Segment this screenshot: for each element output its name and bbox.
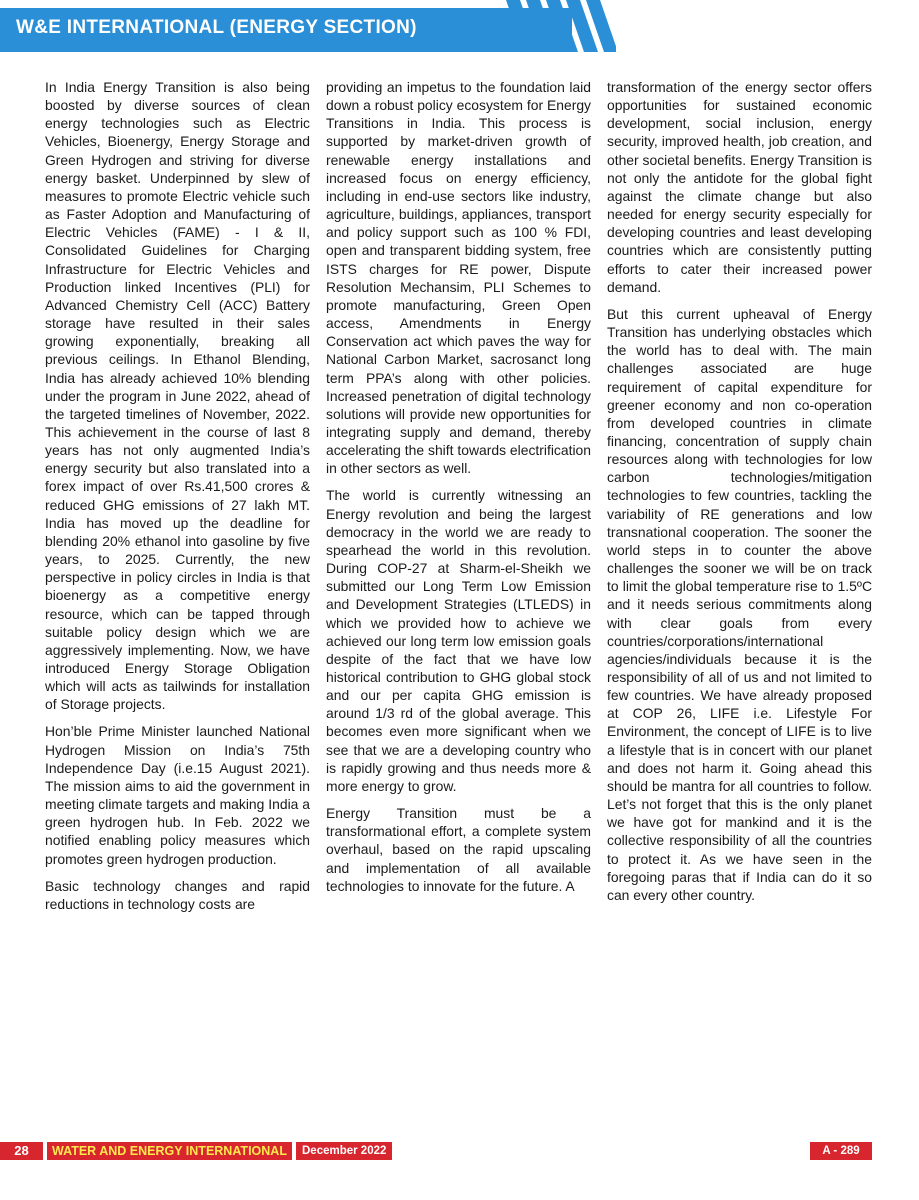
paragraph: But this current upheaval of Energy Transition has underlying obstacles which the world has to deal with. The main challenges associated are huge requirement of capital expenditure for greener economy and non co-operation from developed countries in climate financing, concentration of supply chain resources along with technologies for low carbon technologies/mitigation technologies to few countries, tackling the variability of RE generations and low transnational cooperation. The sooner the world steps in to counter the above challenges the sooner we will be on track to limit the global temperature rise to 1.5ºC and it needs serious commitments along with clear goals from every countries/corporations/international agencies/individuals because it is the responsibility of all of us and not limited to few countries. We have already proposed at COP 26, LIFE i.e. Lifestyle For Environment, the concept of LIFE is to live a lifestyle that is in concert with our planet and does not harm it. Going ahead this should be mantra for all countries to follow. Let’s not forget that this is the only planet we have got for mankind and it is the collective responsibility of all the countries to protect it. As we have seen in the foregoing paras that if India can do it so can every other country.: [607, 305, 872, 903]
paragraph: providing an impetus to the foundation laid down a robust policy ecosystem for Energy Transitions in India. This process is supported by market-driven growth of renewable energy installations and increased focus on energy efficiency, including in end-use sectors like industry, agriculture, buildings, appliances, transport and policy support such as 100 % FDI, open and transparent bidding system, free ISTS charges for RE power, Dispute Resolution Mechansim, PLI Schemes to promote manufacturing, Green Open access, Amendments in Energy Conservation act which paves the way for National Carbon Market, sacrosanct long term PPA’s along with other policies. Increased penetration of digital technology solutions will provide new opportunities for integrating supply and demand, thereby accelerating the shift towards electrification in other sectors as well.: [326, 79, 591, 477]
paragraph: The world is currently witnessing an Energy revolution and being the largest democracy in the world we are ready to spearhead the world in this revolution. During COP-27 at Sharm-el-Sheikh we submitted our Long Term Low Emission and Development Strategies (LTLEDS) in which we provided how to achieve we achieved our long term low emission goals despite of the fact that we have low historical contribution to GHG global stock and our per capita GHG emission is around 1/3 rd of the global average. This becomes even more significant when we see that we are a developing country who is rapidly growing and thus needs more & more energy to grow.: [326, 487, 591, 794]
magazine-name: WATER AND ENERGY INTERNATIONAL: [47, 1142, 292, 1160]
section-title: W&E INTERNATIONAL (ENERGY SECTION): [16, 17, 417, 38]
paragraph: Basic technology changes and rapid reductions in technology costs are: [45, 877, 310, 912]
paragraph: transformation of the energy sector offers opportunities for sustained economic development, social inclusion, energy security, improved health, job creation, and other societal benefits. Energy Transition is not only the antidote for the global fight against the climate change but also needed for energy security especially for developing countries and least developing countries which are consistently putting efforts to cater their increased power demand.: [607, 79, 872, 295]
paragraph: In India Energy Transition is also being boosted by diverse sources of clean energy technologies such as Electric Vehicles, Bioenergy, Energy Storage and Green Hydrogen and striving for diverse energy basket. Underpinned by slew of measures to promote Electric vehicle such as Faster Adoption and Manufacturing of Electric Vehicles (FAME) - I & II, Consolidated Guidelines for Charging Infrastructure for Electric Vehicles and Production linked Incentives (PLI) for Advanced Chemistry Cell (ACC) Battery storage have resulted in their sales growing exponentially, breaking all previous ceilings. In Ethanol Blending, India has already achieved 10% blending under the program in June 2022, ahead of the targeted timelines of November, 2022. This achievement in the course of last 8 years has not only augmented India’s energy security but also translated into a forex impact of over Rs.41,500 crores & reduced GHG emissions of 27 lakh MT. India has moved up the deadline for blending 20% ethanol into gasoline by five years, to 2025. Currently, the new perspective in policy circles in India is that bioenergy as a competitive energy resource, which can be tapped through suitable policy design which we are aggressively implementing. Now, we have introduced Energy Storage Obligation which will acts as tailwinds for installation of Storage projects.: [45, 79, 310, 713]
paragraph: Hon’ble Prime Minister launched National Hydrogen Mission on India’s 75th Independence Day (i.e.15 August 2021). The mission aims to aid the government in meeting climate targets and making India a green hydrogen hub. In Feb. 2022 we notified enabling policy measures which promotes green hydrogen production.: [45, 723, 310, 867]
article-column-2: [326, 78, 591, 904]
article-column-1: [45, 78, 310, 922]
issue-date: December 2022: [296, 1142, 392, 1160]
article-column-3: [607, 78, 872, 913]
page-number: 28: [0, 1142, 43, 1160]
page-code: A - 289: [810, 1142, 872, 1160]
article-body: [45, 78, 871, 918]
page-footer: [0, 1142, 919, 1160]
paragraph: Energy Transition must be a transformational effort, a complete system overhaul, based on the rapid upscaling and implementation of all available technologies to innovate for the future. A: [326, 805, 591, 894]
header-stripes-decoration: [506, 0, 616, 52]
